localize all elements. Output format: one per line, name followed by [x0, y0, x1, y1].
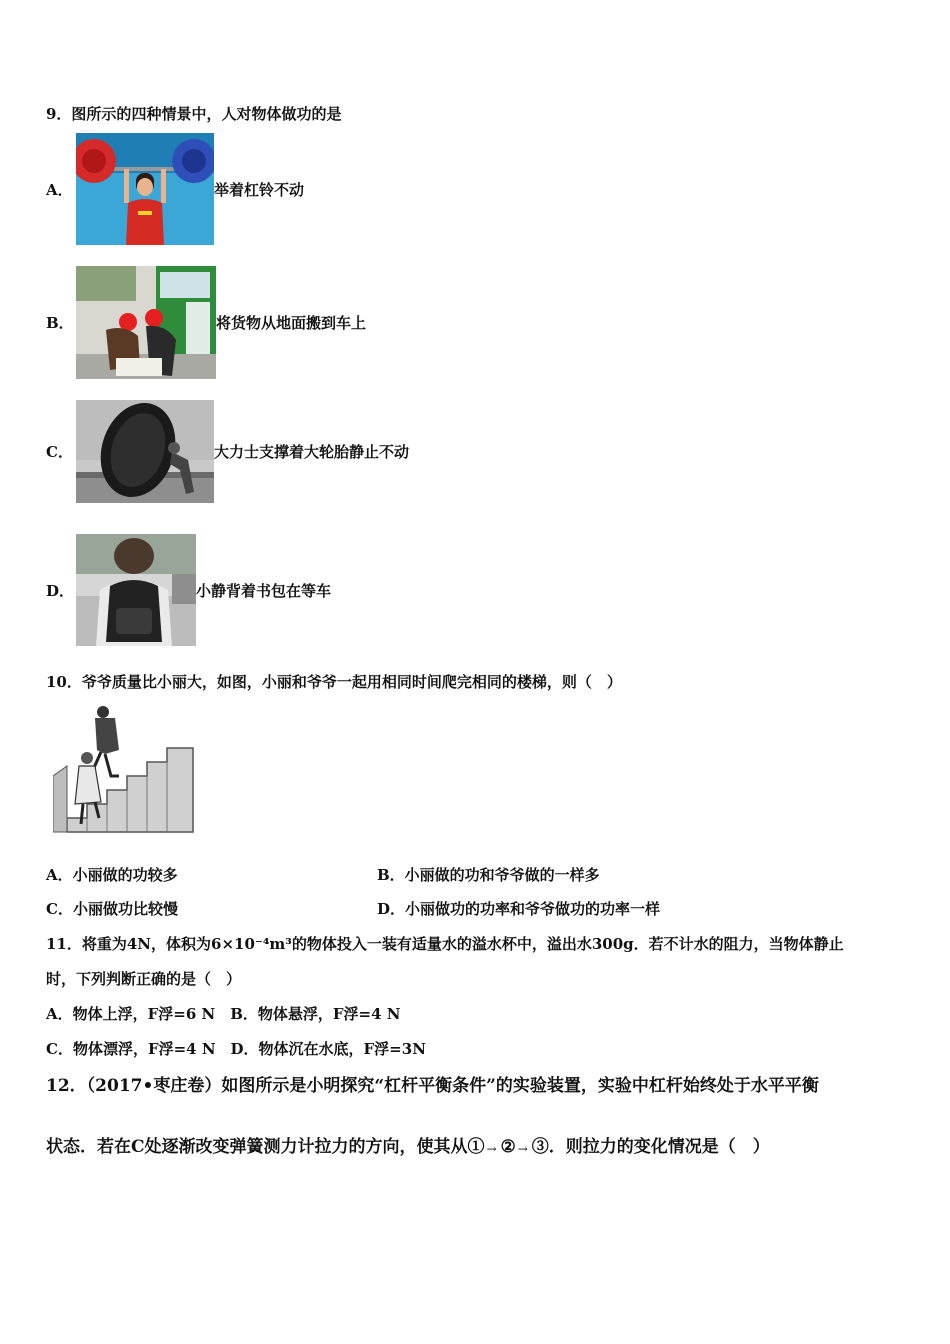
q9-option-c[interactable]: [46, 400, 409, 503]
q10-option-c[interactable]: C．小丽做功比较慢: [46, 900, 178, 918]
q11-options-row2[interactable]: C．物体漂浮，F浮=4 N D．物体沉在水底，F浮=3N: [46, 1040, 426, 1058]
q12-text-part2: ②: [500, 1137, 516, 1157]
stairs-climbing-image: [53, 706, 195, 838]
q9-option-a[interactable]: [46, 133, 304, 245]
q10-stem: 10．爷爷质量比小丽大，如图，小丽和爷爷一起用相同时间爬完相同的楼梯，则（ ）: [46, 673, 622, 691]
q9-option-letter: A．: [46, 180, 73, 199]
q9-option-d[interactable]: [46, 534, 331, 646]
arrow-icon: →: [486, 1142, 497, 1156]
q11-options-row1[interactable]: A．物体上浮，F浮=6 N B．物体悬浮，F浮=4 N: [46, 1005, 401, 1023]
q11-stem-line1: 11．将重为4N，体积为6×10⁻⁴m³的物体投入一装有适量水的溢水杯中，溢出水300g．若不计水的阻力，当物体静止: [46, 935, 844, 953]
arrow-icon: →: [517, 1142, 528, 1156]
tire-image: [76, 400, 214, 503]
q9-stem: 9．图所示的四种情景中，人对物体做功的是: [46, 105, 342, 123]
backpack-image: [76, 534, 196, 646]
q10-option-a[interactable]: A．小丽做的功较多: [46, 866, 178, 884]
q9-option-letter: C．: [46, 443, 73, 461]
moving-goods-image: [76, 266, 216, 379]
q9-option-text: 将货物从地面搬到车上: [216, 314, 367, 332]
q10-option-b[interactable]: B．小丽做的功和爷爷做的一样多: [377, 866, 600, 884]
q9-option-text: 小静背着书包在等车: [196, 581, 332, 600]
q9-option-letter: D．: [46, 581, 75, 600]
q12-text-part3: ③．则拉力的变化情况是（ ）: [531, 1137, 770, 1157]
weightlifter-image: [76, 133, 214, 245]
q9-option-text: 大力士支撑着大轮胎静止不动: [214, 443, 410, 461]
q9-option-b[interactable]: [46, 266, 366, 379]
q12-stem-line1: 12．（2017•枣庄卷）如图所示是小明探究“杠杆平衡条件”的实验装置，实验中杠杆始终处于水平平衡: [46, 1076, 819, 1096]
q9-option-text: 举着杠铃不动: [214, 180, 305, 199]
q12-stem-line2: [46, 1132, 770, 1157]
q10-option-d[interactable]: D．小丽做功的功率和爷爷做功的功率一样: [377, 900, 661, 918]
q11-stem-line2: 时，下列判断正确的是（ ）: [46, 970, 242, 988]
q12-text-part1: 状态．若在C处逐渐改变弹簧测力计拉力的方向，使其从①: [46, 1137, 485, 1157]
q9-option-letter: B．: [46, 314, 74, 332]
